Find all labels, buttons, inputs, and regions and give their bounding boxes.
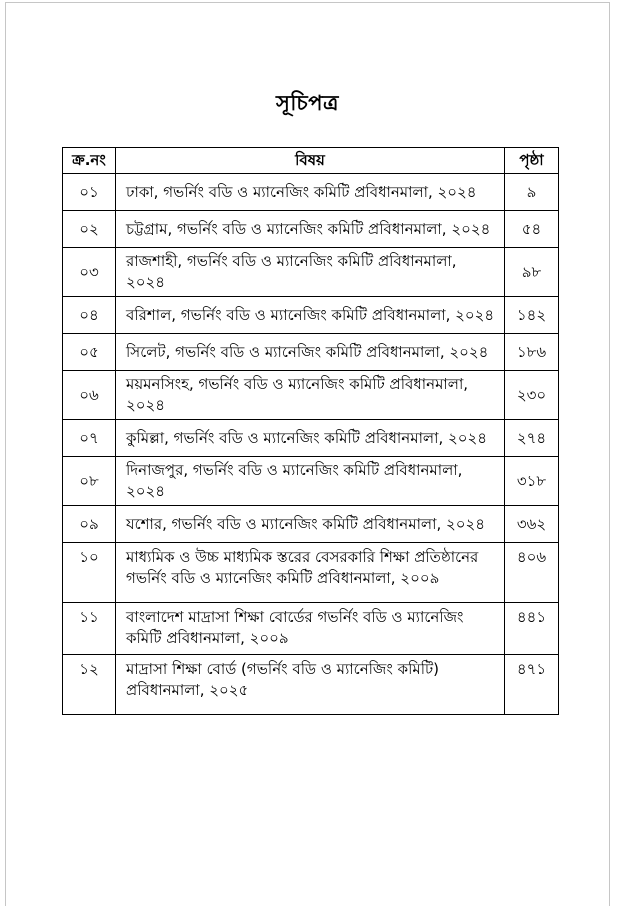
row-subject: বরিশাল, গভর্নিং বডি ও ম্যানেজিং কমিটি প্রবিধানমালা, ২০২৪ (116, 297, 505, 334)
table-row (63, 603, 559, 655)
header-serial: ক্র.নং (63, 148, 116, 174)
row-serial: ০৯ (63, 506, 116, 543)
row-page: ৪০৬ (505, 543, 559, 603)
row-serial: ০৫ (63, 334, 116, 371)
table-header-row (63, 148, 559, 174)
row-serial: ১২ (63, 655, 116, 715)
header-page: পৃষ্ঠা (505, 148, 559, 174)
table-row (63, 506, 559, 543)
row-page: ৯ (505, 174, 559, 211)
document-page (5, 2, 610, 906)
table-row (63, 420, 559, 457)
row-serial: ০৪ (63, 297, 116, 334)
row-subject: মাদ্রাসা শিক্ষা বোর্ড (গভর্নিং বডি ও ম্যানেজিং কমিটি) প্রবিধানমালা, ২০২৫ (116, 655, 505, 715)
row-serial: ১১ (63, 603, 116, 655)
row-subject: মাধ্যমিক ও উচ্চ মাধ্যমিক স্তরের বেসরকারি শিক্ষা প্রতিষ্ঠানের গভর্নিং বডি ও ম্যানেজিং কমিটি প্রবিধানমালা, ২০০৯ (116, 543, 505, 603)
row-subject: রাজশাহী, গভর্নিং বডি ও ম্যানেজিং কমিটি প্রবিধানমালা, ২০২৪ (116, 248, 505, 297)
table-row (63, 297, 559, 334)
row-subject: দিনাজপুর, গভর্নিং বডি ও ম্যানেজিং কমিটি প্রবিধানমালা, ২০২৪ (116, 457, 505, 506)
row-page: ৫৪ (505, 211, 559, 248)
row-serial: ০৬ (63, 371, 116, 420)
table-row (63, 211, 559, 248)
row-subject: কুমিল্লা, গভর্নিং বডি ও ম্যানেজিং কমিটি প্রবিধানমালা, ২০২৪ (116, 420, 505, 457)
row-page: ২৩০ (505, 371, 559, 420)
row-subject: যশোর, গভর্নিং বডি ও ম্যানেজিং কমিটি প্রবিধানমালা, ২০২৪ (116, 506, 505, 543)
row-page: ৩৬২ (505, 506, 559, 543)
row-subject: ঢাকা, গভর্নিং বডি ও ম্যানেজিং কমিটি প্রবিধানমালা, ২০২৪ (116, 174, 505, 211)
row-serial: ০১ (63, 174, 116, 211)
row-page: ৯৮ (505, 248, 559, 297)
row-page: ৪৭১ (505, 655, 559, 715)
row-serial: ১০ (63, 543, 116, 603)
table-row (63, 543, 559, 603)
table-row (63, 371, 559, 420)
row-page: ৪৪১ (505, 603, 559, 655)
toc-table (62, 147, 559, 715)
row-serial: ০৭ (63, 420, 116, 457)
row-page: ১৪২ (505, 297, 559, 334)
row-page: ২৭৪ (505, 420, 559, 457)
row-subject: বাংলাদেশ মাদ্রাসা শিক্ষা বোর্ডের গভর্নিং বডি ও ম্যানেজিং কমিটি প্রবিধানমালা, ২০০৯ (116, 603, 505, 655)
row-page: ১৮৬ (505, 334, 559, 371)
row-subject: চট্টগ্রাম, গভর্নিং বডি ও ম্যানেজিং কমিটি প্রবিধানমালা, ২০২৪ (116, 211, 505, 248)
table-row (63, 248, 559, 297)
header-subject: বিষয় (116, 148, 505, 174)
row-serial: ০২ (63, 211, 116, 248)
table-row (63, 334, 559, 371)
table-row (63, 457, 559, 506)
page-title: সূচিপত্র (276, 91, 339, 115)
row-subject: সিলেট, গভর্নিং বডি ও ম্যানেজিং কমিটি প্রবিধানমালা, ২০২৪ (116, 334, 505, 371)
table-row (63, 174, 559, 211)
row-subject: ময়মনসিংহ, গভর্নিং বডি ও ম্যানেজিং কমিটি প্রবিধানমালা, ২০২৪ (116, 371, 505, 420)
row-serial: ০৩ (63, 248, 116, 297)
row-serial: ০৮ (63, 457, 116, 506)
row-page: ৩১৮ (505, 457, 559, 506)
table-row (63, 655, 559, 715)
